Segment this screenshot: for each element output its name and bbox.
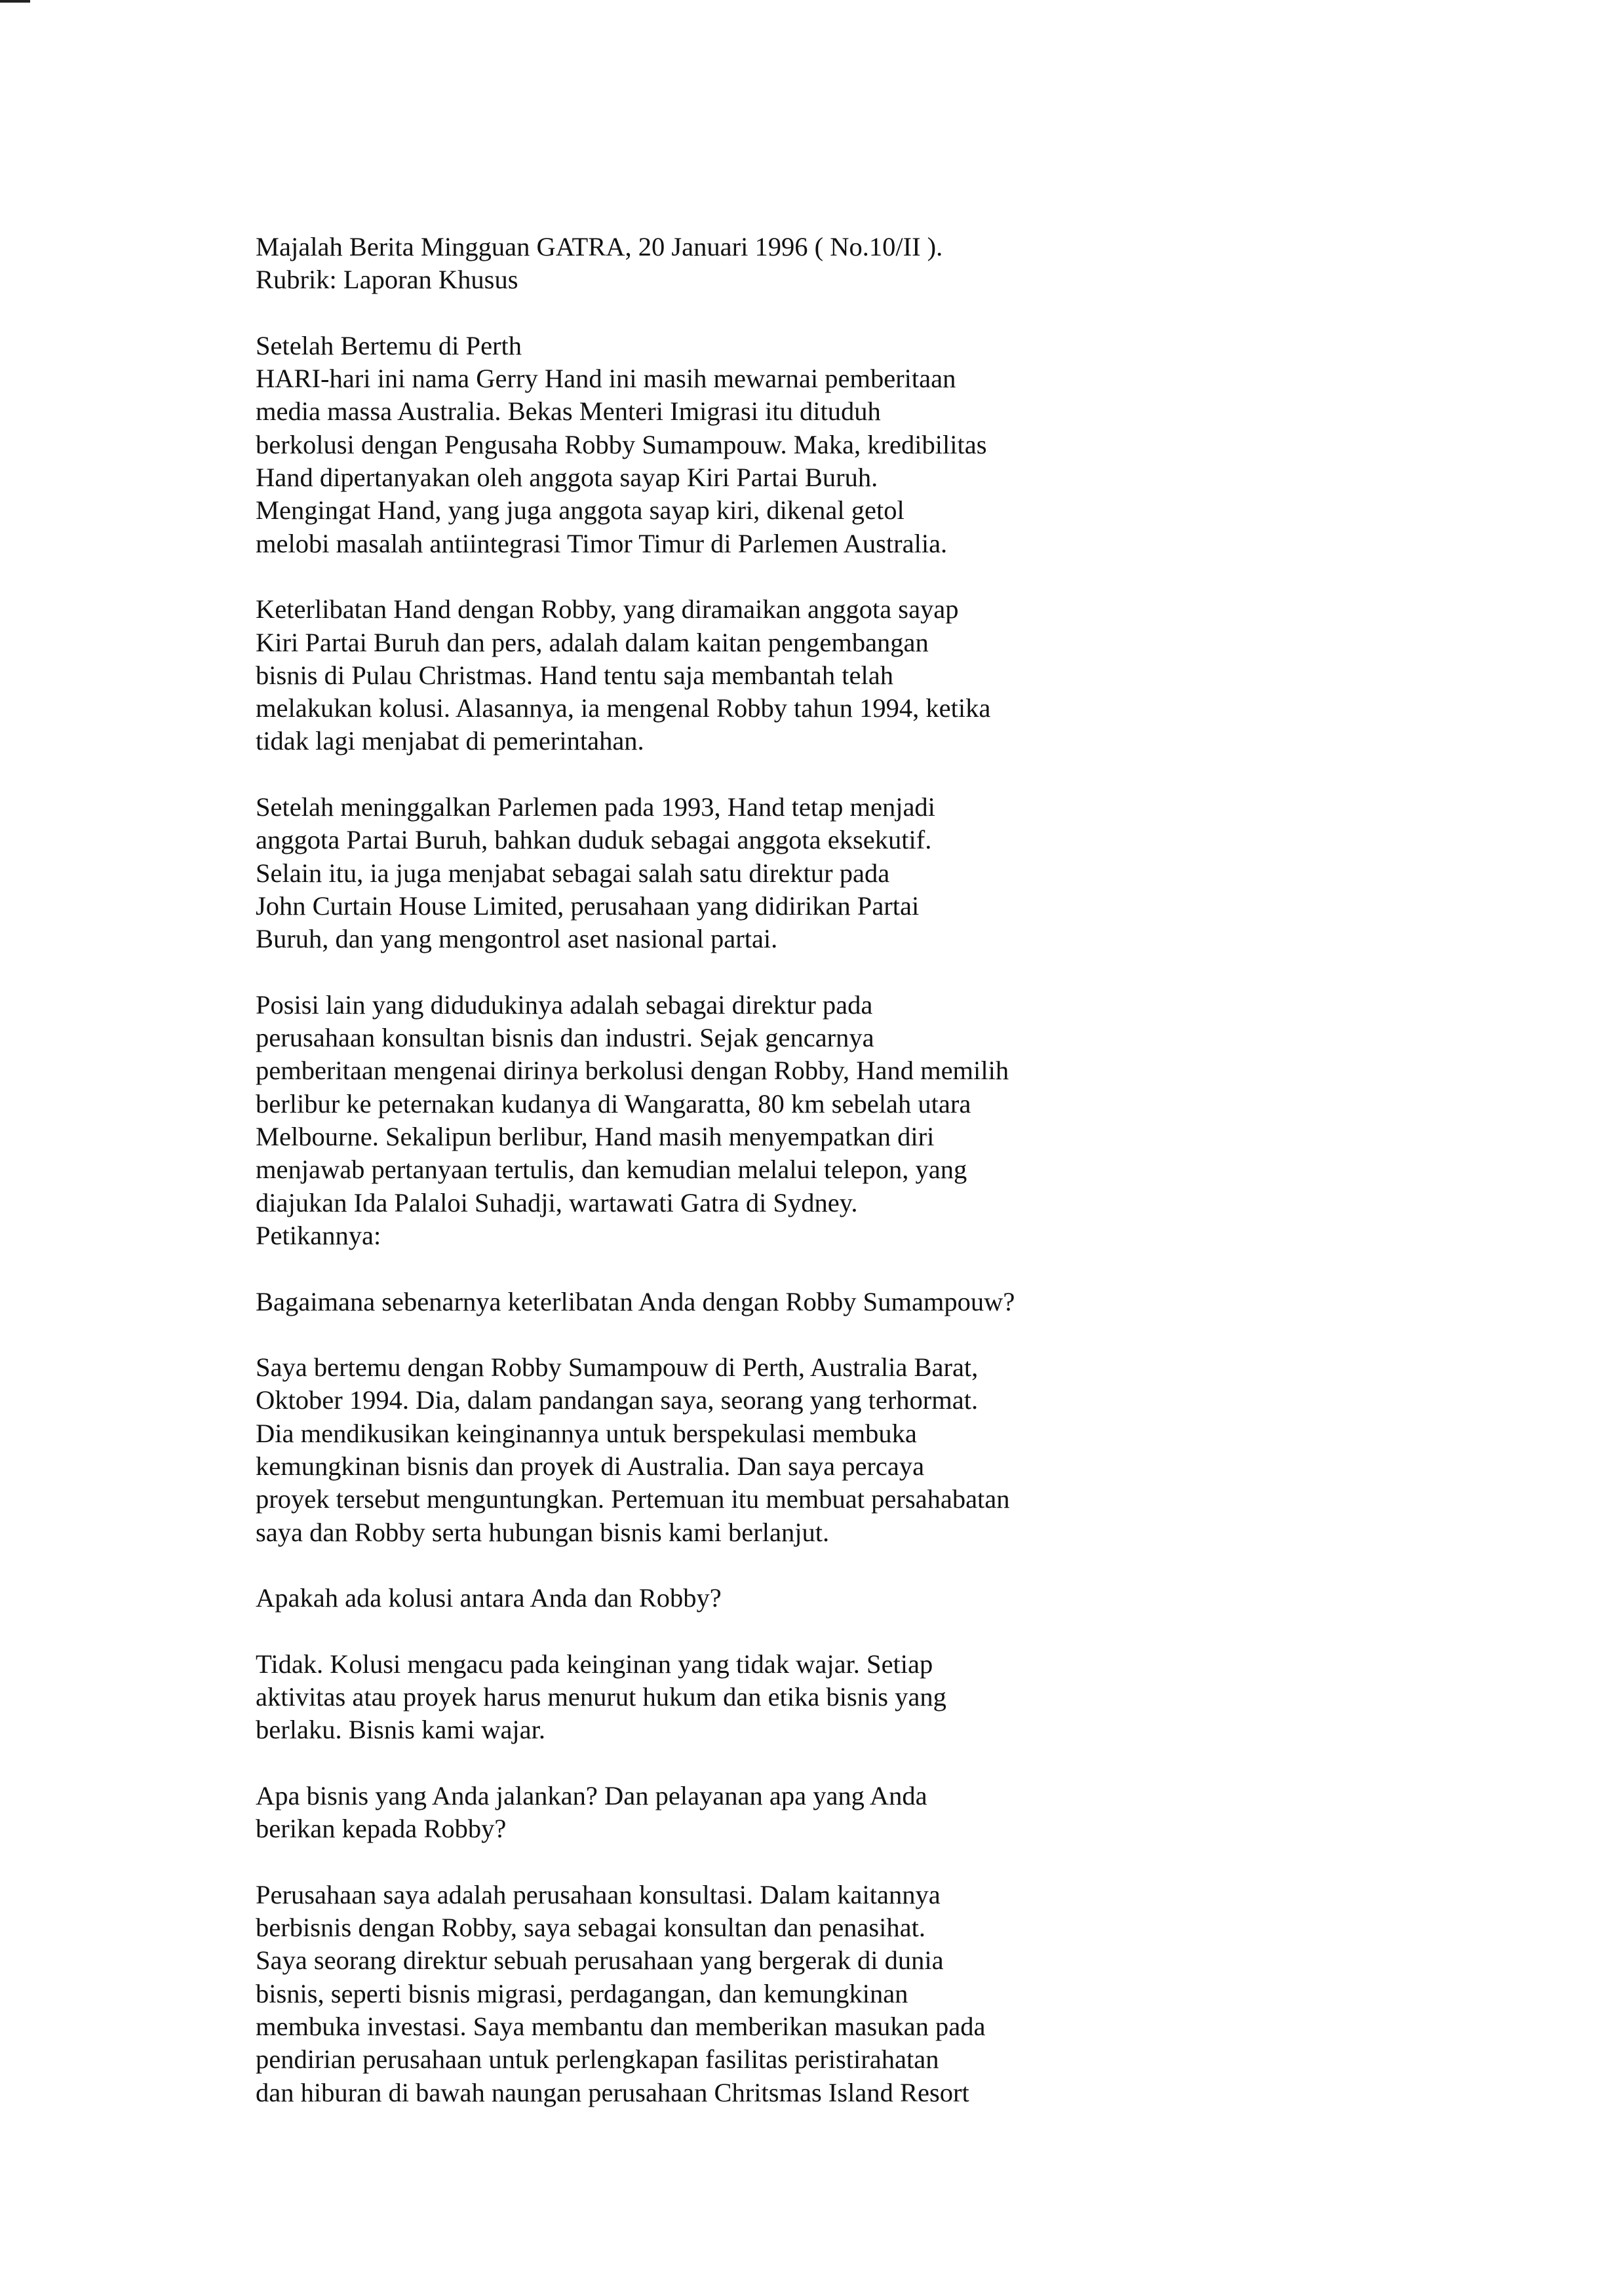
text-line: Dia mendikusikan keinginannya untuk berspekulasi membuka — [256, 1418, 917, 1448]
text-line: Saya seorang direktur sebuah perusahaan yang bergerak di dunia — [256, 1945, 944, 1976]
paragraph — [256, 1286, 1501, 1318]
paragraph — [256, 989, 1501, 1252]
text-line: bisnis di Pulau Christmas. Hand tentu saja membantah telah — [256, 660, 893, 690]
text-line: diajukan Ida Palaloi Suhadji, wartawati Gatra di Sydney. — [256, 1187, 858, 1217]
scan-corner-mark — [0, 0, 30, 3]
text-line: berkolusi dengan Pengusaha Robby Sumampouw. Maka, kredibilitas — [256, 429, 987, 459]
article-title: Setelah Bertemu di Perth — [256, 330, 522, 360]
document-header — [256, 231, 1501, 297]
text-line: melakukan kolusi. Alasannya, ia mengenal Robby tahun 1994, ketika — [256, 693, 991, 723]
text-line: Mengingat Hand, yang juga anggota sayap kiri, dikenal getol — [256, 495, 905, 526]
text-line: Perusahaan saya adalah perusahaan konsultasi. Dalam kaitannya — [256, 1879, 941, 1909]
text-line: Keterlibatan Hand dengan Robby, yang diramaikan anggota sayap — [256, 594, 959, 624]
text-line: berbisnis dengan Robby, saya sebagai konsultan dan penasihat. — [256, 1913, 926, 1943]
text-line: Melbourne. Sekalipun berlibur, Hand masih menyempatkan diri — [256, 1122, 935, 1152]
paragraph — [256, 1780, 1501, 1846]
text-line: menjawab pertanyaan tertulis, dan kemudian melalui telepon, yang — [256, 1155, 967, 1185]
text-line: perusahaan konsultan bisnis dan industri. Sejak gencarnya — [256, 1023, 874, 1053]
text-line: dan hiburan di bawah naungan perusahaan Chritsmas Island Resort — [256, 2077, 969, 2107]
text-line: melobi masalah antiintegrasi Timor Timur di Parlemen Australia. — [256, 528, 948, 558]
text-line: Oktober 1994. Dia, dalam pandangan saya, seorang yang terhormat. — [256, 1385, 979, 1415]
text-line: berlaku. Bisnis kami wajar. — [256, 1715, 546, 1745]
text-line: Selain itu, ia juga menjabat sebagai salah satu direktur pada — [256, 858, 890, 888]
text-line: Kiri Partai Buruh dan pers, adalah dalam kaitan pengembangan — [256, 627, 929, 657]
text-line: proyek tersebut menguntungkan. Pertemuan itu membuat persahabatan — [256, 1484, 1010, 1514]
article-body — [256, 362, 1501, 2109]
text-line: tidak lagi menjabat di pemerintahan. — [256, 726, 644, 756]
text-line: aktivitas atau proyek harus menurut hukum dan etika bisnis yang — [256, 1682, 946, 1712]
text-line: pendirian perusahaan untuk perlengkapan fasilitas peristirahatan — [256, 2044, 939, 2075]
text-line: bisnis, seperti bisnis migrasi, perdagangan, dan kemungkinan — [256, 1978, 908, 2008]
text-line: anggota Partai Buruh, bahkan duduk sebagai anggota eksekutif. — [256, 825, 932, 855]
document-page — [256, 231, 1501, 2109]
text-line: berikan kepada Robby? — [256, 1814, 507, 1844]
text-line: Hand dipertanyakan oleh anggota sayap Kiri Partai Buruh. — [256, 463, 878, 493]
paragraph — [256, 593, 1501, 757]
text-line: John Curtain House Limited, perusahaan yang didirikan Partai — [256, 890, 920, 921]
text-line: Bagaimana sebenarnya keterlibatan Anda dengan Robby Sumampouw? — [256, 1286, 1015, 1316]
text-line: Saya bertemu dengan Robby Sumampouw di Perth, Australia Barat, — [256, 1352, 979, 1383]
text-line: HARI-hari ini nama Gerry Hand ini masih mewarnai pemberitaan — [256, 364, 956, 394]
text-line: Setelah meninggalkan Parlemen pada 1993, Hand tetap menjadi — [256, 792, 935, 822]
text-line: Apakah ada kolusi antara Anda dan Robby? — [256, 1583, 722, 1613]
paragraph — [256, 362, 1501, 560]
rubric-line: Rubrik: Laporan Khusus — [256, 265, 518, 295]
text-line: media massa Australia. Bekas Menteri Imigrasi itu dituduh — [256, 396, 881, 427]
paragraph — [256, 1879, 1501, 2109]
paragraph — [256, 1582, 1501, 1615]
text-line: Buruh, dan yang mengontrol aset nasional partai. — [256, 924, 778, 954]
paragraph — [256, 1351, 1501, 1549]
text-line: Posisi lain yang didudukinya adalah sebagai direktur pada — [256, 989, 873, 1020]
text-line: kemungkinan bisnis dan proyek di Australia. Dan saya percaya — [256, 1451, 925, 1481]
paragraph — [256, 1648, 1501, 1747]
text-line: saya dan Robby serta hubungan bisnis kami berlanjut. — [256, 1517, 830, 1547]
text-line: berlibur ke peternakan kudanya di Wangaratta, 80 km sebelah utara — [256, 1088, 971, 1119]
paragraph — [256, 791, 1501, 955]
text-line: pemberitaan mengenai dirinya berkolusi dengan Robby, Hand memilih — [256, 1056, 1009, 1086]
text-line: Apa bisnis yang Anda jalankan? Dan pelayanan apa yang Anda — [256, 1780, 927, 1810]
text-line: membuka investasi. Saya membantu dan memberikan masukan pada — [256, 2012, 986, 2042]
publication-line: Majalah Berita Mingguan GATRA, 20 Januari 1996 ( No.10/II ). — [256, 232, 943, 261]
text-line: Tidak. Kolusi mengacu pada keinginan yang tidak wajar. Setiap — [256, 1649, 933, 1679]
text-line: Petikannya: — [256, 1220, 381, 1250]
